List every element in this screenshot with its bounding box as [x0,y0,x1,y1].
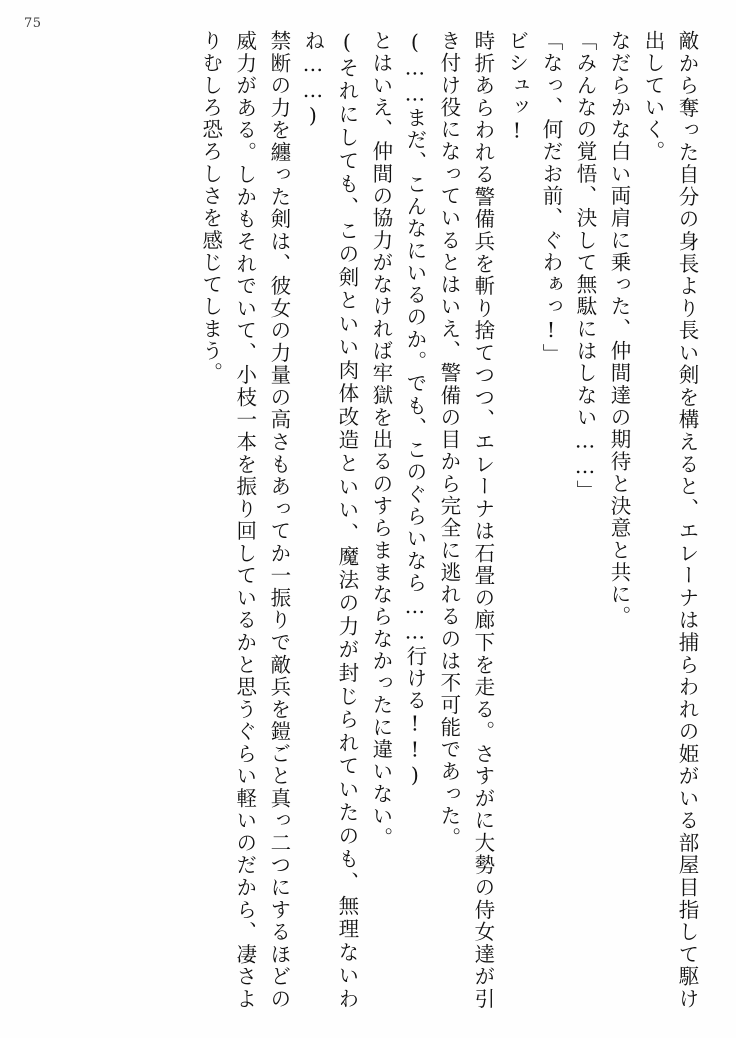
paragraph: ビシュッ! [504,30,529,145]
paragraph: 禁断の力を纏った剣は、彼女の力量の高さもあってか一振りで敵兵を鎧ごと真っ二つにするほどの威力がある。しかもそれでいて、小枝一本を振り回しているかと思うぐらい軽いのだから、凄さよりむしろ恐ろしさを感じてしまう。 [198,30,291,1010]
paragraph: (……まだ、こんなにいるのか。でも、このぐらいなら……行ける!!) [402,30,427,789]
page-body-text [56,30,704,1010]
paragraph: 「なっ、何だお前、ぐわぁっ!」 [538,30,563,366]
paragraph: (それにしても、この剣といい肉体改造といい、魔法の力が封じられていたのも、無理ないわね……) [300,30,359,1010]
page-number: 75 [24,16,42,31]
paragraph: 時折あらわれる警備兵を斬り捨てつつ、エレーナは石畳の廊下を走る。さすがに大勢の侍女達が引き付け役になっているとはいえ、警備の目から完全に逃れるのは不可能であった。 [436,30,495,1010]
paragraph: 「みんなの覚悟、決して無駄にはしない……」 [572,30,597,502]
paragraph: 敵から奪った自分の身長より長い剣を構えると、エレーナは捕らわれの姫がいる部屋目指して駆け出していく。 [640,30,699,1010]
paragraph: とはいえ、仲間の協力がなければ牢獄を出るのすらままならなかったに違いない。 [368,30,393,850]
paragraph: なだらかな白い両肩に乗った、仲間達の期待と決意と共に。 [606,30,631,628]
